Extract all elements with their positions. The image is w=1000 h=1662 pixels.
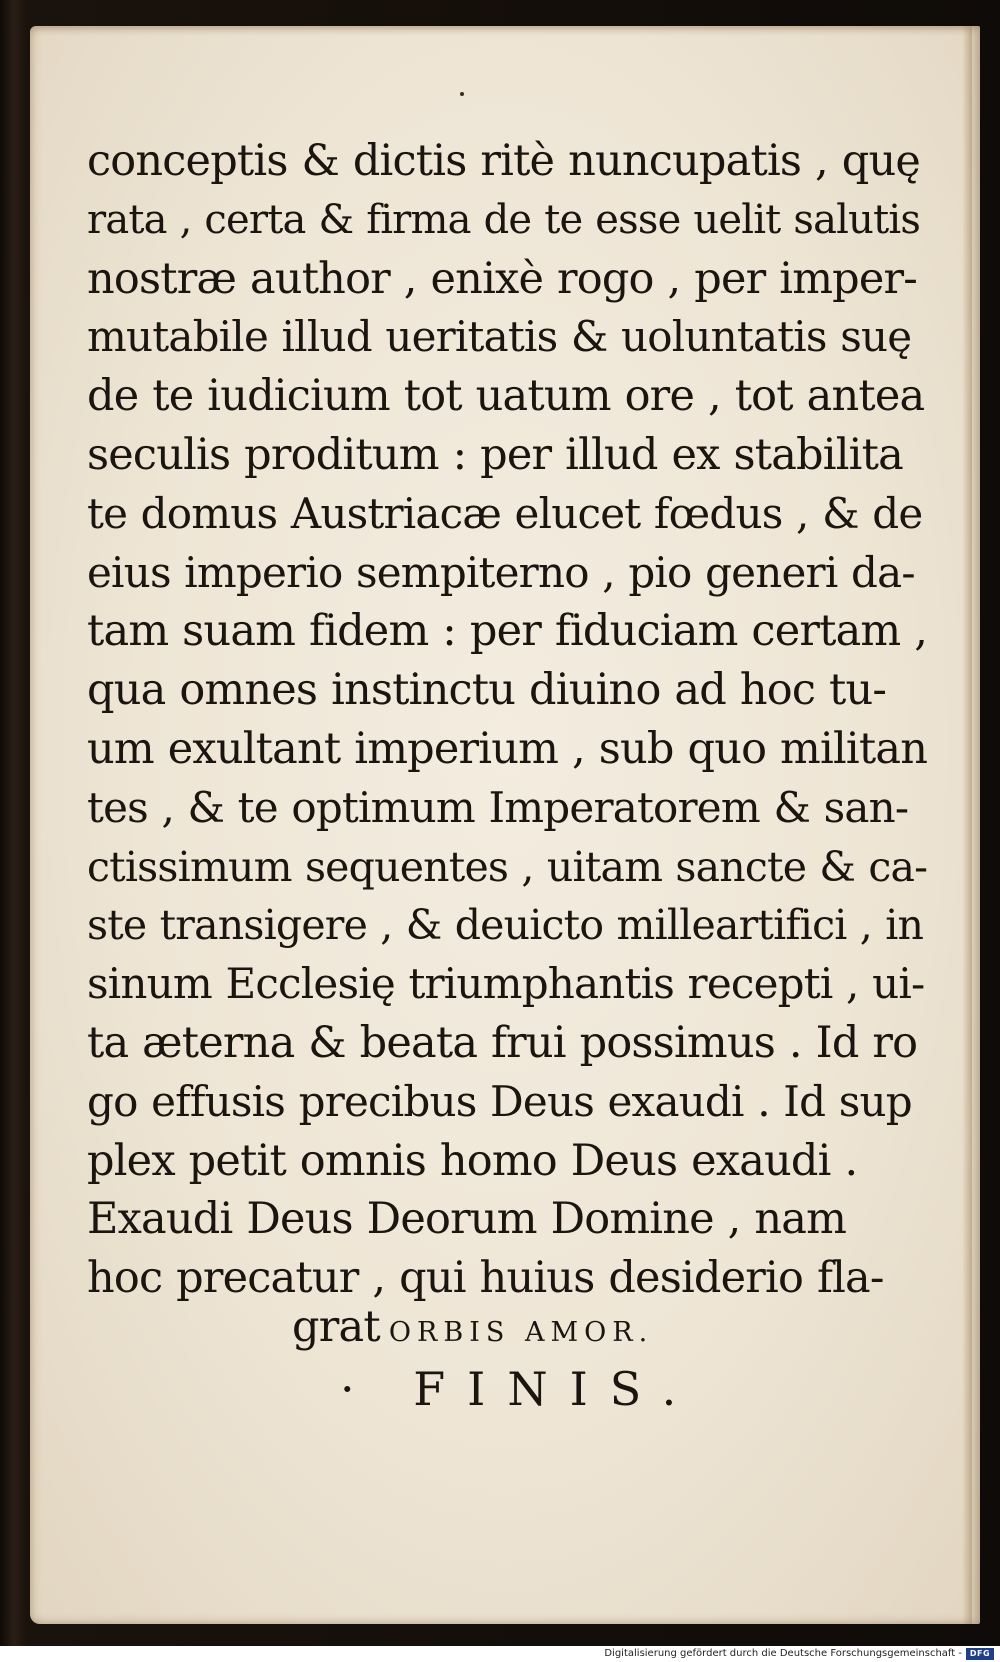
closing-line (292, 1302, 653, 1352)
text-line: tes , & te optimum Imperatorem & san- (87, 782, 909, 832)
footer-credit: Digitalisierung gefördert durch die Deutsche Forschungsgemeinschaft - (604, 1648, 962, 1659)
text-line: mutabile illud ueritatis & uoluntatis suę (87, 312, 912, 362)
text-line: ctissimum sequentes , uitam sancte & ca- (87, 842, 928, 891)
text-line: rata , certa & firma de te esse uelit salutis (87, 196, 921, 243)
closing-caps: ORBIS AMOR. (388, 1317, 654, 1348)
text-line: qua omnes instinctu diuino ad hoc tu- (87, 665, 887, 716)
closing-word: grat (292, 1302, 380, 1352)
text-line: seculis proditum : per illud ex stabilita (87, 429, 903, 480)
text-line: nostræ author , enixè rogo , per imper- (87, 253, 918, 304)
dfg-logo-icon: DFG (966, 1648, 994, 1660)
page-mark-dot (460, 92, 464, 96)
text-line: go effusis precibus Deus exaudi . Id sup (87, 1076, 912, 1126)
text-line: conceptis & dictis ritè nuncupatis , quę (87, 136, 921, 186)
finis-heading: · FINIS. (340, 1362, 699, 1416)
text-line: plex petit omnis homo Deus exaudi . (87, 1135, 858, 1186)
text-line: ta æterna & beata frui possimus . Id ro (87, 1017, 918, 1068)
text-line: de te iudicium tot uatum ore , tot antea (87, 371, 925, 422)
text-line: um exultant imperium , sub quo militan (87, 723, 928, 774)
text-line: te domus Austriacæ elucet fœdus , & de (87, 488, 923, 538)
page-edge-shadow (962, 26, 972, 1624)
text-line: hoc precatur , qui huius desiderio fla- (87, 1253, 884, 1304)
text-line: tam suam fidem : per fiduciam certam , (87, 606, 928, 657)
text-line: eius imperio sempiterno , pio generi da- (87, 547, 915, 597)
text-line: sinum Ecclesię triumphantis recepti , ui- (87, 959, 925, 1009)
text-line: ste transigere , & deuicto milleartifici , in (87, 901, 924, 950)
text-line: Exaudi Deus Deorum Domine , nam (87, 1194, 847, 1245)
page-text-block (87, 132, 927, 1308)
